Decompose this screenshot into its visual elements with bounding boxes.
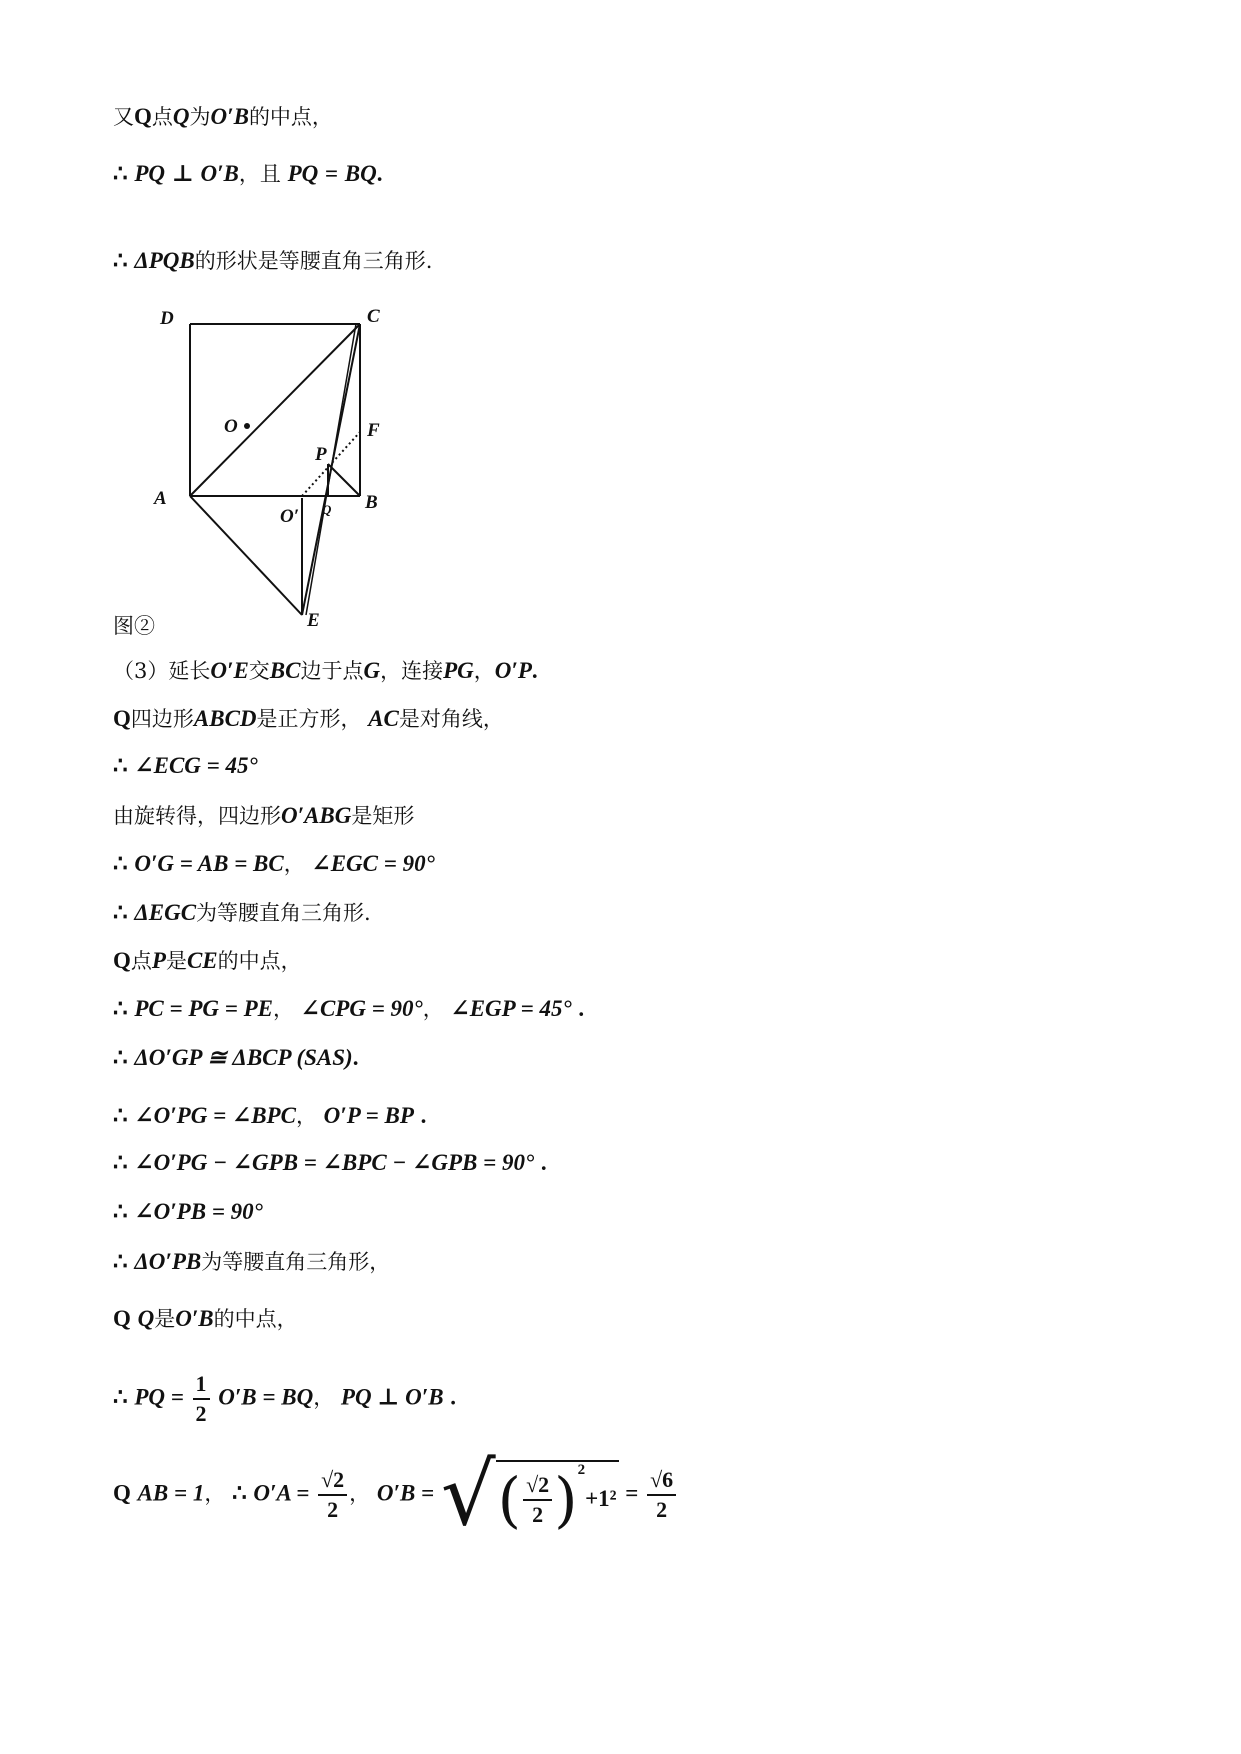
label-e: E (307, 610, 320, 631)
math: Q (113, 706, 131, 731)
math: ∴ (113, 1103, 128, 1128)
math: ∠EGP = 45° (450, 996, 572, 1021)
text: ， (473, 659, 495, 683)
math: ∴ (113, 1384, 128, 1410)
label-f: F (367, 420, 380, 441)
math: PG (443, 658, 474, 683)
text: 是 (154, 1307, 176, 1331)
math: ∴ (113, 248, 128, 273)
math: O′P = BP (323, 1103, 414, 1128)
math: G (363, 658, 381, 683)
text: ， (295, 1104, 317, 1128)
text: 由旋转得，四边形 (113, 804, 281, 828)
math: ABCD (193, 706, 257, 731)
math: O′B = BQ (218, 1384, 314, 1410)
label-p: P (315, 444, 327, 465)
radical-sign: √ (440, 1445, 496, 1545)
math: ∠O′PG − ∠GPB = ∠BPC − ∠GPB = 90° (134, 1150, 535, 1175)
text-line-4 (113, 655, 538, 685)
text: ， (349, 1481, 371, 1506)
label-c: C (367, 306, 380, 327)
label-b: B (365, 492, 378, 513)
math: AC (368, 706, 399, 731)
text: 又 (113, 105, 134, 129)
text: 是矩形 (351, 804, 415, 828)
label-o: O (224, 416, 238, 437)
text-line-18 (113, 1370, 456, 1428)
text: ， (204, 1481, 226, 1506)
math: BC (269, 658, 301, 683)
math: ΔEGC (134, 900, 197, 925)
math: . (376, 161, 383, 186)
figure-caption: 图② (113, 614, 155, 638)
math: ∠O′PB = 90° (134, 1199, 263, 1224)
text: 点 (151, 105, 173, 129)
math: . (540, 1150, 547, 1175)
math: . (420, 1103, 427, 1128)
math: ∴ (113, 1150, 128, 1175)
math: O′B = (376, 1480, 435, 1506)
exponent: 2 (577, 1461, 586, 1478)
math: PQ (287, 161, 319, 186)
math: ∠ECG = 45° (134, 753, 258, 778)
geometry-figure (154, 300, 420, 640)
text: 的形状是等腰直角三角形. (194, 249, 433, 273)
text: 交 (248, 659, 270, 683)
denominator: 2 (327, 1497, 339, 1522)
math: ∴ (232, 1480, 247, 1506)
denominator: 2 (195, 1401, 207, 1426)
text-line-13 (113, 1100, 426, 1130)
text: ， (272, 997, 294, 1021)
math: PQ = (134, 1384, 184, 1410)
label-o-prime: O′ (280, 506, 300, 527)
math: ΔO′PB (134, 1249, 202, 1274)
text: 的中点， (248, 105, 333, 129)
math: O′ABG (281, 803, 352, 828)
math: = (324, 161, 339, 186)
text-line-5 (113, 703, 504, 733)
text: 是 (165, 949, 187, 973)
text-line-19 (113, 1445, 678, 1545)
math: +1² (585, 1485, 617, 1511)
text: 点 (130, 949, 152, 973)
text-line-6 (113, 752, 258, 779)
math: BQ (344, 161, 377, 186)
math: ∠EGC = 90° (311, 851, 435, 876)
text-line-15 (113, 1198, 263, 1225)
math: ∴ (113, 900, 128, 925)
math: ∠CPG = 90° (300, 996, 423, 1021)
text-line-10 (113, 945, 302, 975)
math: . (450, 1384, 456, 1410)
math: ∴ (113, 161, 128, 186)
paren-open: ( (497, 1465, 522, 1536)
text: 为 (189, 105, 211, 129)
text-line-7 (113, 800, 414, 830)
fraction-one-half (193, 1370, 210, 1428)
text: 的中点， (213, 1307, 298, 1331)
text-line-11 (113, 993, 584, 1023)
text: ，且 (238, 162, 281, 186)
math: Q (113, 1306, 131, 1331)
math: O′B (210, 104, 249, 129)
point-o (244, 423, 250, 429)
text: ， (422, 997, 444, 1021)
math: O′E (210, 658, 249, 683)
math: Q (134, 104, 152, 129)
numerator: √2 (318, 1466, 347, 1496)
math: O′B (200, 161, 239, 186)
math: ∴ (113, 996, 128, 1021)
math: Q (113, 1480, 131, 1506)
math: AB = 1 (137, 1480, 205, 1506)
math: ∴ (113, 1045, 128, 1070)
text-line-14 (113, 1149, 547, 1176)
math: O′B (175, 1306, 214, 1331)
segment-pb (328, 464, 360, 496)
text-line-1 (113, 101, 333, 131)
math: ∴ (113, 1249, 128, 1274)
math: O′A = (253, 1480, 310, 1506)
text: ，连接 (380, 659, 444, 683)
math: Q (113, 948, 131, 973)
math: . (531, 658, 538, 683)
text: 边于点 (300, 659, 364, 683)
segment-c-e-second (306, 324, 356, 615)
math: ∠O′PG = ∠BPC (134, 1103, 296, 1128)
math: P (151, 948, 166, 973)
text-line-17 (113, 1303, 298, 1333)
fraction-root2-over-2-inner (523, 1471, 552, 1529)
text: 是对角线， (398, 707, 504, 731)
label-q: Q (322, 502, 332, 517)
text: ， (313, 1385, 335, 1410)
denominator: 2 (532, 1502, 544, 1528)
numerator: √2 (523, 1471, 552, 1501)
math: Q (172, 104, 190, 129)
text-line-16 (113, 1246, 390, 1276)
math: ΔO′GP ≅ ΔBCP (SAS) (134, 1045, 353, 1070)
text: 是正方形， (256, 707, 362, 731)
math: ∴ (113, 1199, 128, 1224)
math: PQ (134, 161, 165, 186)
math: O′P (494, 658, 532, 683)
math: = (625, 1480, 639, 1506)
math: PC = PG = PE (134, 996, 273, 1021)
text: 为等腰直角三角形. (196, 901, 371, 925)
math: O′G = AB = BC (134, 851, 284, 876)
fraction-root2-over-2 (318, 1466, 347, 1524)
math: . (352, 1045, 359, 1070)
text-line-3 (113, 245, 432, 275)
radicand (496, 1460, 619, 1536)
paren-close: ) (554, 1465, 578, 1536)
text-line-2 (113, 158, 382, 188)
text: （3）延长 (113, 659, 211, 683)
denominator: 2 (656, 1497, 668, 1522)
text-line-9 (113, 897, 371, 927)
numerator: √6 (647, 1466, 676, 1496)
text-line-12 (113, 1045, 358, 1071)
fraction-root6-over-2 (647, 1466, 676, 1524)
text: 为等腰直角三角形， (201, 1250, 391, 1274)
label-d: D (160, 308, 174, 329)
numerator: 1 (193, 1370, 210, 1400)
math: CE (186, 948, 218, 973)
math: ∴ (113, 753, 128, 778)
text: 的中点， (217, 949, 302, 973)
math: ∴ (113, 851, 128, 876)
text: 四边形 (130, 707, 194, 731)
math: . (578, 996, 585, 1021)
math: ⊥ (171, 161, 194, 186)
math: ΔPQB (134, 248, 195, 273)
math: Q (137, 1306, 155, 1331)
math: PQ ⊥ O′B (340, 1384, 444, 1410)
text-line-8 (113, 848, 435, 878)
text: ， (283, 852, 305, 876)
label-a: A (154, 488, 167, 509)
